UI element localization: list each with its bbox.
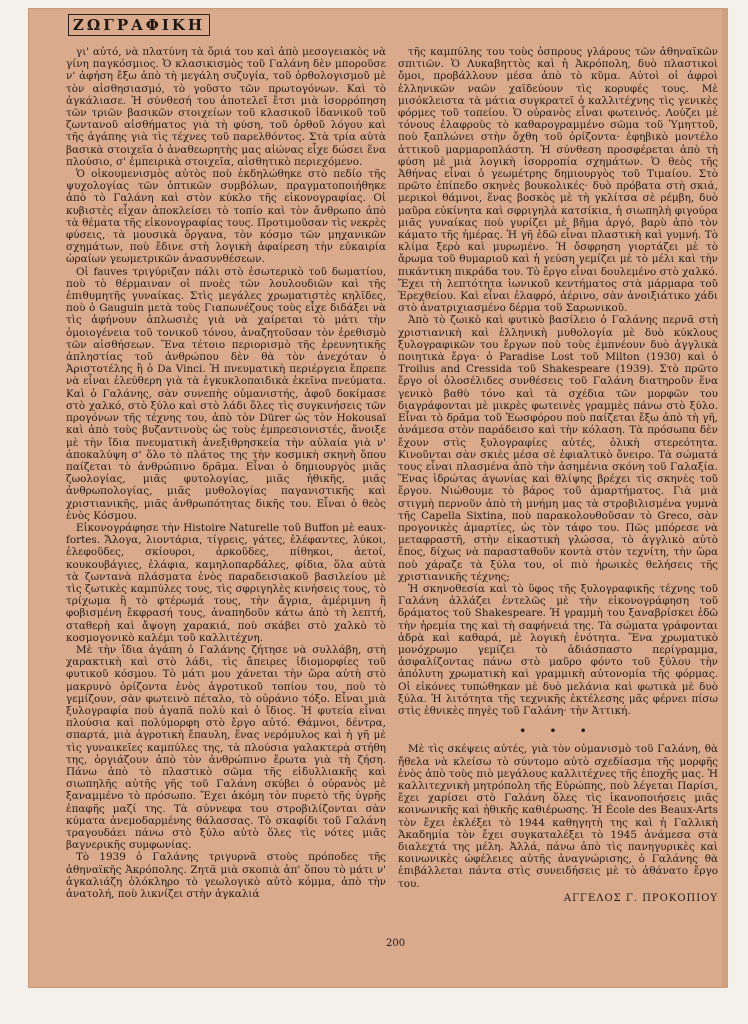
author-signature: ΑΓΓΕΛΟΣ Γ. ΠΡΟΚΟΠΙΟΥ <box>563 892 718 904</box>
section-header: ΖΩΓΡΑΦΙΚΗ <box>68 14 210 36</box>
left-column <box>66 46 386 900</box>
paragraph: Εἰκονογράφησε τὴν Histoire Naturelle τοῦ Buffon μὲ eaux-fortes. Ἄλογα, λιοντάρια, τίγρεις, γάτες, ἐλέφαντες, λύκοι, ἐλεφοῦδες, σκίουροι, ἀρκοῦδες, πίθηκοι, ἀετοί, κουκουβάγιες, ἐλάφια, καμηλοπαρδάλες, φίδια, ὅλα αὐτὰ τὰ ζωντανὰ πλάσματα ἑνὸς παραδεισιακοῦ βασιλείου μὲ τὶς ζωτικὲς καμπύλες τους, τὶς σφριγηλὲς κινήσεις τους, τὸ τρίχωμα ἢ τὸ φτέρωμά τους, τὴν ἄγρια, ἀμέριμνη ἢ φοβισμένη ἔκφρασή τους, ἀναπηδοῦν κάτω ἀπὸ τὴ λεπτή, σταθερὴ καὶ ἄψογη χαρακιά, ποὺ σκάβει στὸ χαλκὸ τὸ κοσμογονικὸ καλέμι τοῦ καλλιτέχνη. <box>66 521 386 644</box>
section-separator: • • • <box>519 725 597 738</box>
page-number: 200 <box>386 938 406 949</box>
paragraph: Μὲ τὶς σκέψεις αὐτές, γιὰ τὸν οὐμανισμὸ τοῦ Γαλάνη, θὰ ἤθελα νὰ κλείσω τὸ σύντομο αὐτὸ σχεδίασμα τῆς μορφῆς ἑνὸς ἀπὸ τοὺς πιὸ μεγάλους καλλιτέχνες τῆς ἐποχῆς μας. Ἡ καλλιτεχνικὴ μητρόπολη τῆς Εὐρώπης, ποὺ λέγεται Παρίσι, ἔχει χαρίσει στὸ Γαλάνη ὅλες τὶς ἱκανοποιήσεις μιᾶς κοινωνικῆς καὶ ἠθικῆς καθιέρωσης. Ἡ École des Beaux-Arts τὸν ἔχει ἐκλέξει τὸ 1944 καθηγητὴ της καὶ ἡ Γαλλικὴ Ἀκαδημία τὸν ἔχει συγκαταλέξει τὸ 1945 ἀνάμεσα στὰ διαλεχτά της μέλη. Ἀλλά, πάνω ἀπὸ τὶς πανηγυρικὲς καὶ κοινωνικὲς ὠφέλειες αὐτῆς ἀναγνώρισης, ὁ Γαλάνης θὰ ἐπιβάλλεται πάντα στὶς συνειδήσεις μὲ τὸ ἀθάνατο ἔργο του. <box>398 743 718 890</box>
paragraph: τῆς καμπύλης του τοὺς ὁσπρους γλάρους τῶν ἀθηναϊκῶν σπιτιῶν. Ὁ Λυκαβηττὸς καὶ ἡ Ἀκρόπολη, δυὸ πλαστικοὶ ὄμοι, προβάλλουν μέσα ἀπὸ τὸ κῦμα. Αὐτοὶ οἱ ἀφροὶ ἑλληνικῶν ναῶν χαϊδεύουν τὶς κορυφές τους. Μὲ μισόκλειστα τὰ μάτια συγκρατεῖ ὁ καλλιτέχνης τὶς γενικὲς φόρμες τοῦ τοπείου. Ὁ οὐρανὸς εἶναι φωτεινός. Λούζει μὲ τόνους ἐλαφροὺς τὸ καθαρογραμμένο σῶμα τοῦ Ὑμηττοῦ, ποὺ ξαπλώνει στὴν ὄχθη τοῦ ὁρίζοντα· ἐφηβικὸ μοντέλο ἀττικοῦ μαρμαροπλάστη. Ἡ σύνθεση προσφέρεται ἀπὸ τὴ φύση μὲ μιὰ λογικὴ ἰσορροπία σχημάτων. Ὁ θεὸς τῆς Ἀθήνας εἶναι ὁ γεωμέτρης δημιουργὸς τοῦ Τιμαίου. Στὸ πρῶτο ἐπίπεδο σκηνὲς βουκολικές· δυὸ πρόβατα στὴ σκιά, μερικοὶ θάμνοι, ἕνας βοσκὸς μὲ τὴ γκλίτσα σὲ ρέμβη, δυὸ μαῦρα εὐκίνητα καὶ σφριγηλὰ κατσίκια, ἡ σιωπηλὴ φιγούρα μιᾶς γυναίκας ποὺ γυρίζει μὲ βῆμα ἀργό, βαρὺ ἀπὸ τὸν κάματο τῆς ἡμέρας. Ἡ γῆ ἐδῶ εἶναι πλαστικὴ καὶ γυμνή. Τὸ κλίμα ξερὸ καὶ μυρωμένο. Ἡ ὄσφρηση γιορτάζει μὲ τὸ ἄρωμα τοῦ θυμαριοῦ καὶ ἡ γεύση γεμίζει μὲ τὸ μέλι καὶ τὴν πικάντικη πικράδα του. Τὸ ἔργο εἶναι δουλεμένο στὸ χαλκό. Ἔχει τὴ λεπτότητα ἰωνικοῦ κεντήματος στὰ μάρμαρα τοῦ Ἐρεχθείου. Καὶ εἶναι ἐλαφρό, ἀέρινο, σὰν ἀνοιξιάτικο χάδι στὸ ἀνατριχιασμένο δέρμα τοῦ Σαρωνικοῦ. <box>398 46 718 315</box>
paragraph: Τὸ 1939 ὁ Γαλάνης τριγυρνᾶ στοὺς πρόποδες τῆς ἀθηναϊκῆς Ἀκρόπολης. Ζητᾶ μιὰ σκοπιὰ ἀπ' ὅπου τὸ μάτι ν' ἀγκαλιάζη ὁλόκληρο τὸ γεωλογικὸ αὐτὸ κόμμα, ἀπὸ τὴν ἀνατολή, ποὺ λικνίζει στὴν ἀγκαλιά <box>66 851 386 901</box>
magazine-page <box>28 8 728 988</box>
paragraph: Ὁ οἰκουμενισμὸς αὐτὸς ποὺ ἐκδηλώθηκε στὸ πεδίο τῆς ψυχολογίας τῶν ὀπτικῶν συμβόλων, πραγματοποιήθηκε ἀπὸ τὸ Γαλάνη καὶ στὸν κύκλο τῆς εἰκονογραφίας. Οἱ κυβιστὲς εἶχαν ἀποκλείσει τὸ τοπίο καὶ τὸν ἄνθρωπο ἀπὸ τὰ θέματα τῆς εἰκονογραφίας τους. Προτιμοῦσαν τὶς νεκρὲς φύσεις, τὰ μουσικὰ ὄργανα, τὸν κόσμο τῶν μηχανικῶν σχημάτων, ποὺ ἔδινε στὴ λογικὴ ἀφαίρεση τὴν εὐκαιρία ὡραίων γεωμετρικῶν ἀνασυνθέσεων. <box>66 168 386 266</box>
right-column <box>398 46 718 905</box>
paragraph: Μὲ τὴν ἴδια ἀγάπη ὁ Γαλάνης ζήτησε νὰ συλλάβη, στὴ χαρακτικὴ καὶ στὸ λάδι, τὶς ἄπειρες ἰδιομορφίες τοῦ φυτικοῦ κόσμου. Τὸ μάτι μου χάνεται τὴν ὥρα αὐτὴ στὸ μακρυνὸ ὁρίζοντα ἑνὸς ἀγροτικοῦ τοπίου του, ποὺ τὸ γεμίζουν, σὰν φωτεινὸ πέταλο, τὸ οὐράνιο τόξο. Εἶναι μιὰ ξυλογραφία ποὺ ἀγαπᾶ πολὺ καὶ ὁ ἴδιος. Ἡ φυτεία εἶναι πλούσια καὶ πολύμορφη στὸ ἔργο αὐτό. Θάμνοι, δέντρα, σπαρτά, μιὰ ἀγροτικὴ ἔπαυλη, ἕνας νερόμυλος καὶ ἡ γῆ μὲ τὶς γυναικεῖες καμπύλες της, τὰ πλούσια γαλακτερὰ στήθη της, ὀργιάζουν ἀπὸ τὸν ἀνθρώπινο ἔρωτα γιὰ τὴ ζήση. Πάνω ἀπὸ τὸ πλαστικὸ σῶμα τῆς εἰδυλλιακῆς καὶ σιωπηλῆς αὐτῆς γῆς τοῦ Γαλάνη σκύβει ὁ οὐρανὸς μὲ ξαναμμένο τὸ πρόσωπο. Ἔχει ἀκόμη τὸν πυρετὸ τῆς ὑγρῆς ἐπαφῆς μαζί της. Τὰ σύννεφα του στροβιλίζονται σὰν κύματα ἀνεμοδαρμένης θάλασσας. Τὸ σκαφίδι τοῦ Γαλάνη τραγουδάει πάνω στὸ ξύλο αὐτὸ ὅλες τὶς νότες μιᾶς βαγνερικῆς συμφωνίας. <box>66 643 386 852</box>
paragraph: Ἡ σκηνοθεσία καὶ τὸ ὕφος τῆς ξυλογραφικῆς τέχνης τοῦ Γαλάνη ἀλλάζει ἐντελῶς μὲ τὴν εἰκονογράφηση τοῦ δράματος τοῦ Shakespeare. Ἡ γραμμὴ του ξαναβρίσκει ἐδῶ τὴν ἠρεμία της καὶ τὴ σαφήνειά της. Τὰ σώματα γράφονται ἁδρὰ καὶ καθαρά, μὲ λογικὴ ἑνότητα. Ἕνα χρωματικὸ μονόχρωμο γεμίζει τὸ ἀδιάσπαστο περίγραμμα, ἀσφαλίζοντας πάνω στὸ μαῦρο φόντο τοῦ ξύλου τὴν ἀπόλυτη χρωματικὴ καὶ γραμμικὴ αὐτονομία τῆς φόρμας. Οἱ εἰκόνες τυπώθηκαν μὲ δυὸ μελάνια καὶ φωτικὰ μὲ δυὸ ξύλα. Ἡ λιτότητα τῆς τεχνικῆς ἐκτέλεσης μᾶς φέρνει πίσω στὶς ἐθνικὲς πηγὲς τοῦ Γαλάνη· τὴν Ἀττική. <box>398 582 718 717</box>
page-edge <box>722 8 728 988</box>
paragraph: Ἀπὸ τὸ ζωικὸ καὶ φυτικὸ βασίλειο ὁ Γαλάνης περνᾶ στὴ χριστιανικὴ καὶ ἑλληνικὴ μυθολογία μὲ δυὸ κύκλους ξυλογραφικῶν του ἔργων ποὺ τοὺς ἐμπνέουν δυὸ ἀγγλικὰ ποιητικὰ ἔργα· ὁ Paradise Lost τοῦ Milton (1930) καὶ ὁ Troilus and Cressida τοῦ Shakespeare (1939). Στὸ πρῶτο ἔργο οἱ ὁλοσέλιδες συνθέσεις τοῦ Γαλάνη διατηροῦν ἕνα γενικὸ βαθὺ τόνο καὶ τὰ σχέδια τῶν μορφῶν του διαγράφονται μὲ μικρὲς φωτεινὲς γραμμὲς πάνω στὸ ξύλο. Εἶναι τὸ δρᾶμα τοῦ Ἐωσφόρου ποὺ παίζεται ἔξω ἀπὸ τὴ γῆ, ἀνάμεσα στὸν παράδεισο καὶ τὴν κόλαση. Τὰ πρόσωπα δὲν ἔχουν στὶς ξυλογραφίες αὐτές, ὁλικὴ στερεότητα. Κινοῦνται σὰν σκιὲς μέσα σὲ ἐφιαλτικὸ ὄνειρο. Τὰ σώματά τους εἶναι πλασμένα ἀπὸ τὴν ἀσημένια σκόνη τοῦ Γαλαξία. Ἕνας ἱδρώτας ἀγωνίας καὶ θλίψης βρέχει τὶς σκηνὲς τοῦ ἔργου. Νιώθουμε τὸ βάρος τοῦ ἁμαρτήματος. Γιὰ μιὰ στιγμὴ περνοῦν ἀπὸ τὴ μνήμη μας τὰ στροβιλισμένα γυμνὰ τῆς Capella Sixtina, ποὺ παρακολουθοῦσαν τὸ Greco, σὰν προγονικὲς ἁμαρτίες, ὡς τὸν τάφο του. Πῶς μπόρεσε νὰ μεταφραστῆ, στὴν εἰκαστικὴ γλώσσα, τὸ ἀγγλικὸ αὐτὸ ἔπος, δίχως νὰ παρασταθοῦν κοντὰ στὸν τεχνίτη, τὴν ὥρα ποὺ χάραζε τὰ ξύλα του, οἱ πιὸ ἡρωικὲς θελήσεις τῆς χριστιανικῆς τέχνης; <box>398 314 718 583</box>
paragraph: γι' αὐτό, νὰ πλατύνη τὰ ὅριά του καὶ ἀπὸ μεσογειακὸς νὰ γίνη παγκόσμιος. Ὁ κλασικισμὸς τοῦ Γαλάνη δὲν μποροῦσε ν' ἀφήση ἔξω ἀπὸ τὴ μεγάλη συζυγία, τοῦ ὀρθολογισμοῦ μὲ τὸν αἰσθησιασμό, τὸ γοῦστο τῶν πρωτογόνων. Καὶ τὸ ἀγκάλιασε. Ἡ σύνθεσή του ἀποτελεῖ ἔτσι μιὰ ἰσορρόπηση τῶν τριῶν βασικῶν στοιχείων τοῦ κλασικοῦ ἰδανικοῦ τοῦ ζωντανοῦ αἰσθήματος γιὰ τὴ φύση, τοῦ ὀρθοῦ λόγου καὶ τῆς ἀγάπης γιὰ τὶς τέχνες τοῦ παρελθόντος. Στὰ τρία αὐτὰ βασικὰ στοιχεῖα ὁ ἀναθεωρητὴς μας αἰώνας εἶχε δώσει ἕνα πλούσιο, σ' ἐμπειρικὰ στοιχεῖα, αἰσθητικὸ περιεχόμενο. <box>66 46 386 168</box>
paragraph: Οἱ fauves τριγύριζαν πάλι στὸ ἐσωτερικὸ τοῦ δωματίου, ποὺ τὸ θέρμαιναν οἱ πνοὲς τῶν λουλουδιῶν καὶ τῆς ἐπιθυμητῆς γυναίκας. Στὶς μεγάλες χρωματιστὲς κηλῖδες, ποὺ ὁ Gauguin μετὰ τοὺς Γιαπωνέζους τοὺς εἶχε διδάξει νὰ τὶς ἀφήνουν ἁπλωσιὲς γιὰ νὰ χαίρεται τὸ μάτι τὴν ὁμοιογένεια τοῦ τονικοῦ τόνου, ἀναζητοῦσαν τὸν ἐρεθισμὸ τῶν αἰσθήσεων. Ἕνα τέτοιο περιορισμὸ τῆς ἐρευνητικῆς ἀπληστίας τοῦ ἀνθρώπου δὲν θὰ τὸν ἀνεχόταν ὁ Ἀριστοτέλης ἢ ὁ Da Vinci. Ἡ πνευματικὴ περιέργεια ἔπρεπε νὰ εἶναι ἐλεύθερη γιὰ τὰ ἐγκυκλοπαιδικὰ ἐκεῖνα πνεύματα. Καὶ ὁ Γαλάνης, σὰν συνεπὴς οὑμανιστής, ἀφοῦ δοκίμασε στὸ χαλκό, στὸ ξύλο καὶ στὸ λάδι ὅλες τὶς συγκινήσεις τῶν προγόνων τῆς τέχνης του, ἀπὸ τὸν Dürer ὡς τὸν Hokousaï καὶ ἀπὸ τοὺς βυζαντινοὺς ὡς τοὺς ἐμπρεσιονιστές, ἄνοιξε μὲ τὴν ἴδια πνευματικὴ ἀνεξιθρησκεία τὴν αὐλαία γιὰ ν' ἀποκαλύψη σ' ὅλο τὸ πλάτος της τὴν κοσμικὴ σκηνὴ ὅπου παίζεται τὸ ἀνθρώπινο δρᾶμα. Εἶναι ὁ δημιουργὸς μιᾶς ζωολογίας, μιᾶς φυτολογίας, μιᾶς ἠθικῆς, μιᾶς ἀνθρωπολογίας, μιᾶς μυθολογίας παγανιστικῆς καὶ χριστιανικῆς, μιᾶς ἀνθρωπότητας δικῆς του. Εἶναι ὁ θεὸς ἑνὸς Κόσμου. <box>66 265 386 522</box>
